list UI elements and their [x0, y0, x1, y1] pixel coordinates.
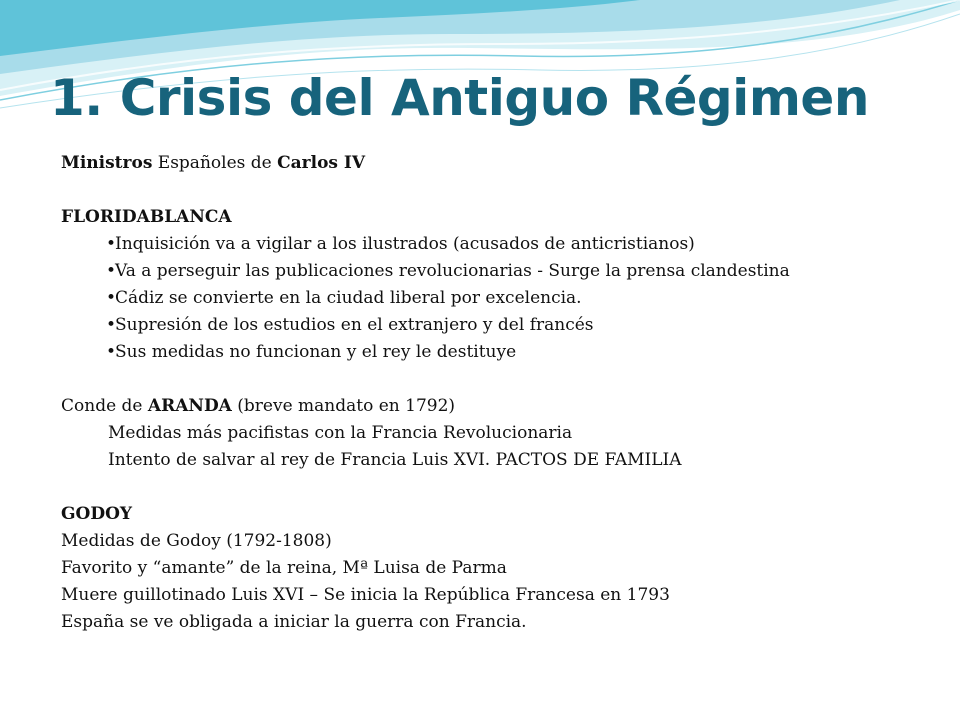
slide-body: [61, 150, 941, 636]
intro-line: [61, 150, 941, 177]
aranda-heading: [61, 393, 941, 420]
godoy-heading-text: GODOY: [61, 504, 133, 524]
aranda-name: ARANDA: [147, 396, 232, 416]
godoy-heading: [61, 501, 941, 528]
list-item: [61, 231, 941, 258]
floridablanca-heading-text: FLORIDABLANCA: [61, 207, 232, 227]
slide-title: 1. Crisis del Antiguo Régimen: [50, 69, 869, 127]
bullet-text: Inquisición va a vigilar a los ilustrados (acusados de anticristianos): [115, 234, 695, 254]
bullet-icon: •: [106, 342, 117, 362]
godoy-line: Medidas de Godoy (1792-1808): [61, 531, 332, 551]
bullet-text: Sus medidas no funcionan y el rey le destituye: [115, 342, 517, 362]
bullet-icon: •: [106, 261, 117, 281]
list-item: [61, 339, 941, 366]
list-item: [61, 258, 941, 285]
godoy-line: España se ve obligada a iniciar la guerra con Francia.: [61, 612, 527, 632]
spacer: [61, 474, 941, 501]
floridablanca-heading: [61, 204, 941, 231]
spacer: [61, 177, 941, 204]
aranda-line: Medidas más pacifistas con la Francia Revolucionaria: [108, 423, 573, 443]
intro-text: Españoles de: [152, 153, 278, 173]
list-item: [61, 312, 941, 339]
aranda-suffix: (breve mandato en 1792): [231, 396, 456, 416]
godoy-line: Muere guillotinado Luis XVI – Se inicia la República Francesa en 1793: [61, 585, 670, 605]
intro-bold-ministros: Ministros: [61, 153, 153, 173]
bullet-text: Cádiz se convierte en la ciudad liberal por excelencia.: [115, 288, 582, 308]
aranda-prefix: Conde de: [61, 396, 148, 416]
bullet-icon: •: [106, 288, 117, 308]
intro-bold-carlos: Carlos IV: [277, 153, 366, 173]
bullet-text: Va a perseguir las publicaciones revolucionarias - Surge la prensa clandestina: [115, 261, 790, 281]
bullet-icon: •: [106, 315, 117, 335]
godoy-line: Favorito y “amante” de la reina, Mª Luisa de Parma: [61, 558, 507, 578]
bullet-icon: •: [106, 234, 117, 254]
spacer: [61, 366, 941, 393]
bullet-text: Supresión de los estudios en el extranjero y del francés: [115, 315, 594, 335]
aranda-line: Intento de salvar al rey de Francia Luis XVI. PACTOS DE FAMILIA: [108, 450, 682, 470]
list-item: [61, 285, 941, 312]
